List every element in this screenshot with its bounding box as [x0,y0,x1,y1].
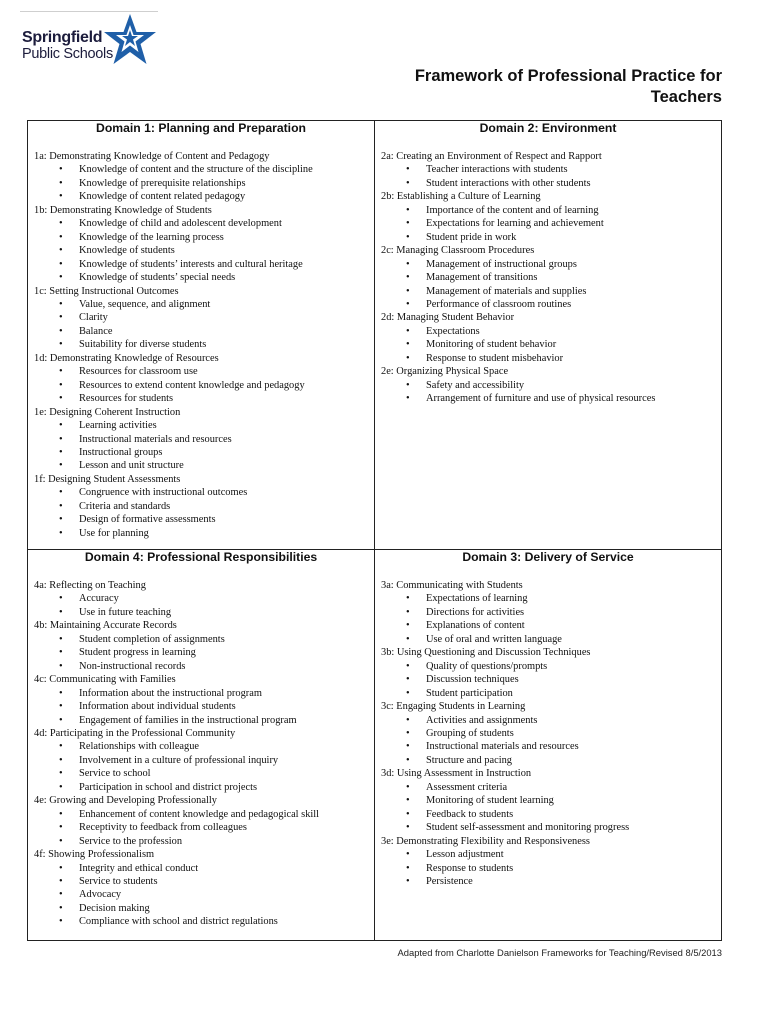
list-item: • Knowledge of content related pedagogy [34,190,374,203]
list-item: • Clarity [34,311,374,324]
component-item-list [381,379,721,406]
list-item: • Student completion of assignments [34,633,374,646]
component-item-list [381,660,721,700]
component-title: 3d: Using Assessment in Instruction [381,768,532,780]
list-item: • Assessment criteria [381,781,721,794]
domain-2-cell [375,121,721,549]
component-item-list [34,486,374,540]
list-item: • Teacher interactions with students [381,163,721,176]
component-title: 4e: Growing and Developing Professionally [34,795,217,807]
component-title: 1c: Setting Instructional Outcomes [34,285,179,297]
logo-text-public-schools: Public Schools [22,46,113,62]
list-item: • Lesson adjustment [381,848,721,861]
list-item: • Expectations for learning and achievement [381,217,721,230]
domain-2-sections [375,150,721,406]
component-title: 4c: Communicating with Families [34,674,176,686]
page-title-line-1: Framework of Professional Practice for [414,67,722,85]
list-item: • Balance [34,325,374,338]
list-item: • Quality of questions/prompts [381,660,721,673]
component-title: 1a: Demonstrating Knowledge of Content and Pedagogy [34,151,270,162]
component-title: 2c: Managing Classroom Procedures [381,245,535,257]
list-item: • Criteria and standards [34,500,374,513]
list-item: • Use in future teaching [34,606,374,619]
list-item: • Instructional materials and resources [381,740,721,753]
list-item: • Knowledge of content and the structure of the discipline [34,163,374,176]
domain-1-header: Domain 1: Planning and Preparation [96,121,306,135]
list-item: • Performance of classroom routines [381,298,721,311]
list-item: • Structure and pacing [381,754,721,767]
domain-2-header: Domain 2: Environment [479,121,617,135]
district-logo [20,14,165,70]
list-item: • Use of oral and written language [381,633,721,646]
component-title: 4d: Participating in the Professional Community [34,727,236,739]
list-item: • Design of formative assessments [34,513,374,526]
list-item: • Response to students [381,862,721,875]
component-item-list [381,163,721,190]
list-item: • Management of instructional groups [381,258,721,271]
list-item: • Monitoring of student behavior [381,338,721,351]
component-item-list [34,217,374,284]
list-item: • Service to the profession [34,835,374,848]
component-title: 1d: Demonstrating Knowledge of Resources [34,352,219,364]
list-item: • Service to school [34,767,374,780]
list-item: • Participation in school and district projects [34,781,374,794]
component-title: 2d: Managing Student Behavior [381,312,515,324]
list-item: • Congruence with instructional outcomes [34,486,374,499]
logo-text-springfield: Springfield [22,29,103,46]
component-item-list [34,592,374,619]
list-item: • Accuracy [34,592,374,605]
list-item: • Advocacy [34,888,374,901]
list-item: • Arrangement of furniture and use of physical resources [381,392,721,405]
list-item: • Knowledge of students [34,244,374,257]
page-title [342,66,722,108]
list-item: • Value, sequence, and alignment [34,298,374,311]
list-item: • Involvement in a culture of professional inquiry [34,754,374,767]
list-item: • Engagement of families in the instructional program [34,714,374,727]
list-item: • Knowledge of prerequisite relationships [34,177,374,190]
list-item: • Use for planning [34,527,374,540]
domain-3-cell [375,550,721,940]
list-item: • Knowledge of students’ special needs [34,271,374,284]
component-title: 3b: Using Questioning and Discussion Techniques [381,647,591,659]
list-item: • Discussion techniques [381,673,721,686]
component-item-list [34,808,374,848]
component-title: 1e: Designing Coherent Instruction [34,406,181,418]
list-item: • Feedback to students [381,808,721,821]
list-item: • Student self-assessment and monitoring progress [381,821,721,834]
list-item: • Student interactions with other students [381,177,721,190]
component-title: 2b: Establishing a Culture of Learning [381,191,541,203]
domain-4-header: Domain 4: Professional Responsibilities [84,550,318,564]
list-item: • Activities and assignments [381,714,721,727]
list-item: • Safety and accessibility [381,379,721,392]
list-item: • Importance of the content and of learning [381,204,721,217]
list-item: • Receptivity to feedback from colleagues [34,821,374,834]
component-title: 4f: Showing Professionalism [34,849,155,861]
list-item: • Resources to extend content knowledge and pedagogy [34,379,374,392]
list-item: • Lesson and unit structure [34,459,374,472]
domain-4-cell [28,550,374,940]
list-item: • Response to student misbehavior [381,352,721,365]
list-item: • Instructional materials and resources [34,433,374,446]
domain-1-sections [28,150,374,540]
component-title: 1f: Designing Student Assessments [34,473,181,485]
list-item: • Student participation [381,687,721,700]
list-item: • Suitability for diverse students [34,338,374,351]
list-item: • Knowledge of students’ interests and cultural heritage [34,258,374,271]
component-item-list [34,687,374,727]
list-item: • Decision making [34,902,374,915]
list-item: • Information about the instructional program [34,687,374,700]
component-title: 2a: Creating an Environment of Respect and Rapport [381,151,602,162]
component-title: 3e: Demonstrating Flexibility and Responsiveness [381,835,590,847]
component-item-list [381,204,721,244]
list-item: • Integrity and ethical conduct [34,862,374,875]
list-item: • Compliance with school and district regulations [34,915,374,928]
component-item-list [381,325,721,365]
list-item: • Enhancement of content knowledge and pedagogical skill [34,808,374,821]
list-item: • Relationships with colleague [34,740,374,753]
list-item: • Learning activities [34,419,374,432]
list-item: • Service to students [34,875,374,888]
list-item: • Management of materials and supplies [381,285,721,298]
list-item: • Instructional groups [34,446,374,459]
list-item: • Expectations [381,325,721,338]
component-title: 2e: Organizing Physical Space [381,366,509,378]
domain-1-cell [28,121,374,549]
list-item: • Directions for activities [381,606,721,619]
list-item: • Resources for classroom use [34,365,374,378]
list-item: • Information about individual students [34,700,374,713]
component-title: 4a: Reflecting on Teaching [34,580,146,591]
list-item: • Monitoring of student learning [381,794,721,807]
list-item: • Student progress in learning [34,646,374,659]
list-item: • Explanations of content [381,619,721,632]
source-footnote: Adapted from Charlotte Danielson Frameworks for Teaching/Revised 8/5/2013 [397,947,722,958]
domain-3-sections [375,579,721,888]
component-item-list [381,714,721,768]
component-item-list [381,781,721,835]
component-item-list [381,848,721,888]
component-item-list [34,298,374,352]
component-title: 3c: Engaging Students in Learning [381,701,526,713]
component-item-list [34,740,374,794]
component-title: 4b: Maintaining Accurate Records [34,620,177,632]
list-item: • Student pride in work [381,231,721,244]
component-title: 3a: Communicating with Students [381,580,523,591]
list-item: • Expectations of learning [381,592,721,605]
component-title: 1b: Demonstrating Knowledge of Students [34,204,212,216]
list-item: • Persistence [381,875,721,888]
component-item-list [34,365,374,405]
list-item: • Resources for students [34,392,374,405]
component-item-list [34,163,374,203]
component-item-list [34,419,374,473]
domain-4-sections [28,579,374,929]
list-item: • Non-instructional records [34,660,374,673]
component-item-list [381,258,721,312]
page-title-line-2: Teachers [650,88,722,106]
component-item-list [34,862,374,929]
list-item: • Knowledge of the learning process [34,231,374,244]
list-item: • Knowledge of child and adolescent development [34,217,374,230]
list-item: • Grouping of students [381,727,721,740]
list-item: • Management of transitions [381,271,721,284]
star-icon [102,12,158,68]
component-item-list [381,592,721,646]
domain-3-header: Domain 3: Delivery of Service [462,550,634,564]
component-item-list [34,633,374,673]
